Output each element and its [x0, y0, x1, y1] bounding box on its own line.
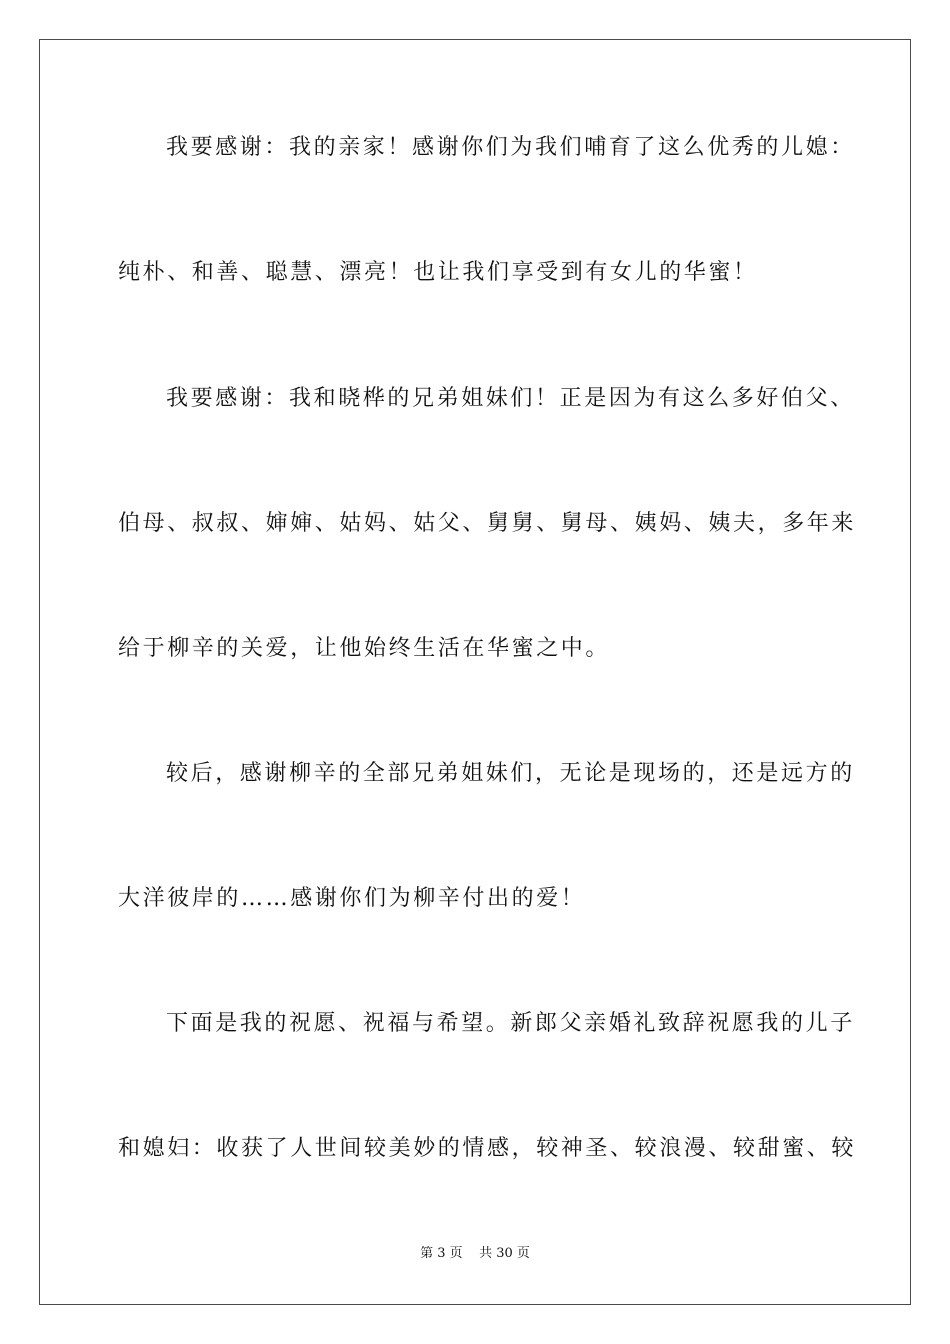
paragraph-line-6: 较后，感谢柳辛的全部兄弟姐妹们，无论是现场的，还是远方的: [166, 761, 855, 786]
page-number-footer: 第 3 页 共 30 页: [420, 1246, 530, 1261]
page-border: [39, 39, 911, 1305]
paragraph-line-7: 大洋彼岸的……感谢你们为柳辛付出的爱！: [118, 886, 586, 911]
paragraph-line-2: 纯朴、和善、聪慧、漂亮！也让我们享受到有女儿的华蜜！: [118, 260, 758, 285]
paragraph-line-3: 我要感谢：我和晓桦的兄弟姐妹们！正是因为有这么多好伯父、: [166, 386, 855, 411]
paragraph-line-9: 和媳妇：收获了人世间较美妙的情感，较神圣、较浪漫、较甜蜜、较: [118, 1136, 857, 1161]
paragraph-line-5: 给于柳辛的关爱，让他始终生活在华蜜之中。: [118, 636, 611, 661]
paragraph-line-4: 伯母、叔叔、婶婶、姑妈、姑父、舅舅、舅母、姨妈、姨夫，多年来: [118, 511, 857, 536]
paragraph-line-8: 下面是我的祝愿、祝福与希望。新郎父亲婚礼致辞祝愿我的儿子: [166, 1011, 855, 1036]
paragraph-line-1: 我要感谢：我的亲家！感谢你们为我们哺育了这么优秀的儿媳：: [166, 135, 855, 160]
